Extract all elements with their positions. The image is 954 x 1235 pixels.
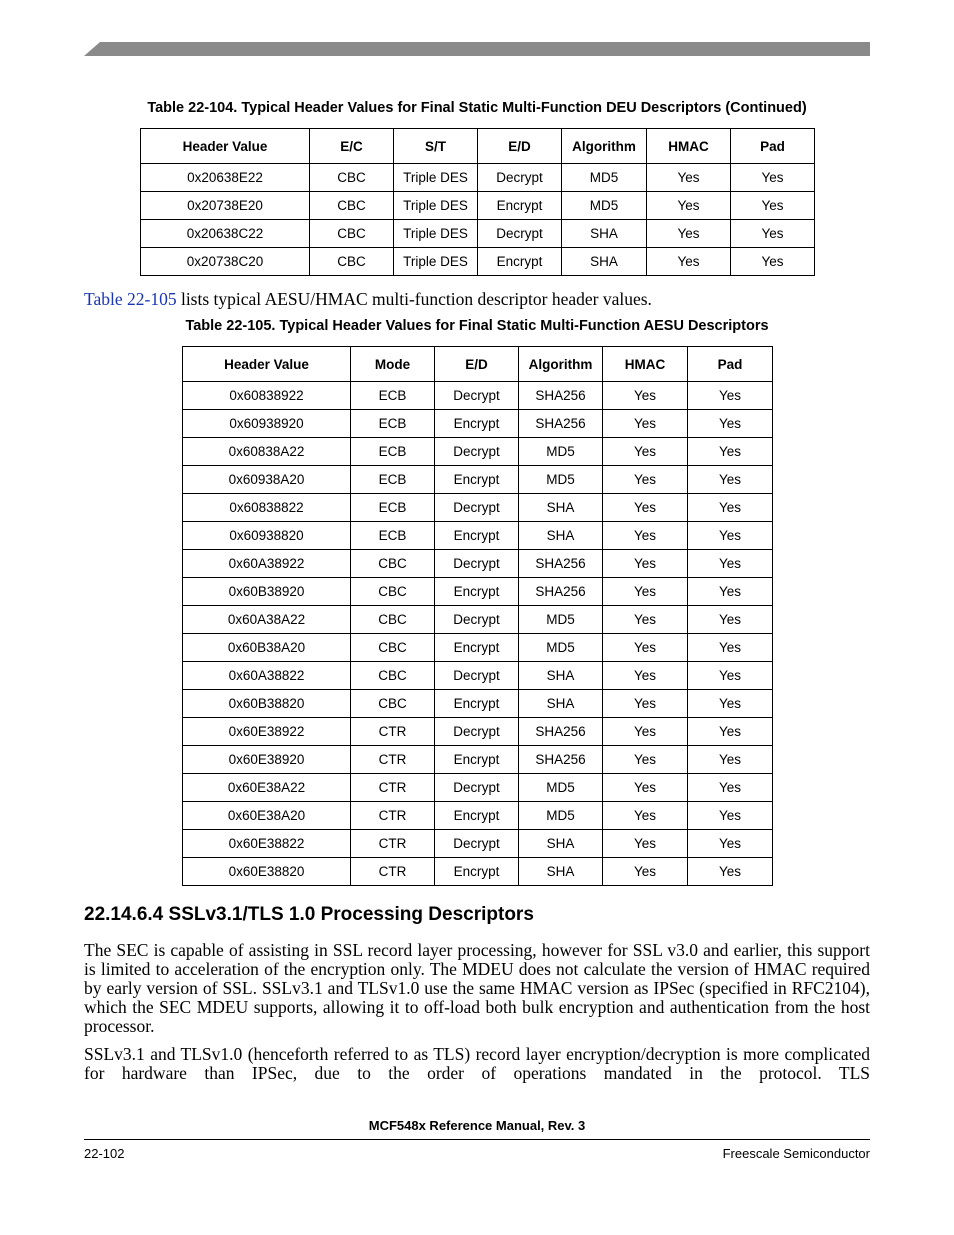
table-cell: ECB [351, 494, 435, 522]
table-row [183, 494, 773, 522]
table-row [183, 578, 773, 606]
column-header: HMAC [603, 347, 688, 382]
table-row [141, 220, 815, 248]
table-cell: Yes [688, 662, 773, 690]
table-cell: Yes [688, 802, 773, 830]
table-row [183, 662, 773, 690]
column-header: Header Value [183, 347, 351, 382]
column-header: Header Value [141, 129, 310, 164]
table-cell: 0x60E38820 [183, 858, 351, 886]
table-cell: SHA256 [519, 718, 603, 746]
intro-text: lists typical AESU/HMAC multi-function descriptor header values. [176, 289, 652, 309]
table-cell: CTR [351, 718, 435, 746]
table-cell: Yes [647, 192, 731, 220]
table-cell: 0x20638C22 [141, 220, 310, 248]
table-row [183, 382, 773, 410]
table-cell: Yes [688, 494, 773, 522]
table-cell: 0x60E38A22 [183, 774, 351, 802]
table-cell: CBC [310, 248, 394, 276]
table-cell: Decrypt [478, 220, 562, 248]
table-cell: Encrypt [478, 192, 562, 220]
table-cell: Encrypt [435, 578, 519, 606]
table-cell: ECB [351, 410, 435, 438]
table-cell: ECB [351, 466, 435, 494]
table-cell: CBC [310, 164, 394, 192]
table-cell: Yes [647, 248, 731, 276]
table-104-caption: Table 22-104. Typical Header Values for Final Static Multi-Function DEU Descriptors (Continued) [147, 100, 807, 116]
table-row [183, 858, 773, 886]
table-cell: 0x60938820 [183, 522, 351, 550]
table-cell: Encrypt [435, 522, 519, 550]
table-cell: Yes [688, 830, 773, 858]
table-cell: Yes [688, 466, 773, 494]
table-row [183, 522, 773, 550]
table-cell: 0x60E38920 [183, 746, 351, 774]
table-row [183, 466, 773, 494]
table-cell: MD5 [519, 634, 603, 662]
table-cell: Yes [603, 802, 688, 830]
table-cell: Yes [603, 774, 688, 802]
column-header: Algorithm [519, 347, 603, 382]
table-cell: Yes [688, 550, 773, 578]
table-cell: CBC [351, 634, 435, 662]
column-header: Mode [351, 347, 435, 382]
table-cell: Decrypt [435, 494, 519, 522]
table-cell: Encrypt [435, 634, 519, 662]
table-cell: Decrypt [478, 164, 562, 192]
table-cell: MD5 [562, 192, 647, 220]
table-row [141, 192, 815, 220]
table-cell: Yes [603, 690, 688, 718]
table-cell: Yes [603, 494, 688, 522]
table-cell: Yes [688, 606, 773, 634]
column-header: Algorithm [562, 129, 647, 164]
table-cell: SHA256 [519, 578, 603, 606]
table-cell: MD5 [519, 438, 603, 466]
table-cell: Yes [688, 634, 773, 662]
table-104 [140, 128, 815, 276]
footer-page-number: 22-102 [84, 1146, 125, 1161]
table-cell: 0x60A38A22 [183, 606, 351, 634]
table-cell: Yes [688, 746, 773, 774]
table-cell: SHA [519, 662, 603, 690]
column-header: E/D [478, 129, 562, 164]
table-cell: SHA [519, 858, 603, 886]
table-cell: Yes [603, 606, 688, 634]
table-cell: Decrypt [435, 606, 519, 634]
table-cell: 0x60838922 [183, 382, 351, 410]
table-cell: Yes [688, 690, 773, 718]
table-cell: Triple DES [394, 192, 478, 220]
table-cell: Yes [688, 438, 773, 466]
table-cell: CTR [351, 830, 435, 858]
table-105 [182, 346, 773, 886]
table-cell: Yes [647, 164, 731, 192]
table-cell: Yes [603, 718, 688, 746]
table-row [183, 634, 773, 662]
table-cell: Yes [603, 634, 688, 662]
table-cell: SHA256 [519, 410, 603, 438]
table-cell: SHA [519, 690, 603, 718]
table-cell: Yes [603, 522, 688, 550]
table-cell: 0x60E38922 [183, 718, 351, 746]
table-cell: ECB [351, 522, 435, 550]
section-heading: 22.14.6.4 SSLv3.1/TLS 1.0 Processing Descriptors [84, 904, 534, 925]
table-cell: 0x20738C20 [141, 248, 310, 276]
table-cell: MD5 [562, 164, 647, 192]
table-cell: 0x60E38A20 [183, 802, 351, 830]
table-cell: 0x60B38920 [183, 578, 351, 606]
table-cell: Decrypt [435, 718, 519, 746]
footer-company: Freescale Semiconductor [722, 1146, 870, 1161]
section-paragraph-1: The SEC is capable of assisting in SSL record layer processing, however for SSL v3.0 and earlier, this support is limited to acceleration of the encryption only. The MDEU does not calculate the version of HMAC required by early version of SSL. SSLv3.1 and TLSv1.0 use the same HMAC version as IPSec (specified in RFC2104), which the SEC MDEU supports, allowing it to off-load both bulk encryption and authentication from the host processor. [84, 940, 870, 1036]
table-cell: MD5 [519, 774, 603, 802]
table-cell: ECB [351, 438, 435, 466]
footer-divider [84, 1139, 870, 1140]
table-row [183, 746, 773, 774]
table-cell: Yes [688, 522, 773, 550]
column-header: E/C [310, 129, 394, 164]
table-cell: Encrypt [478, 248, 562, 276]
table-cell: CBC [310, 192, 394, 220]
table-cell: 0x60838822 [183, 494, 351, 522]
table-cell: MD5 [519, 466, 603, 494]
table-row [183, 774, 773, 802]
table-cell: Yes [603, 746, 688, 774]
table-row [183, 550, 773, 578]
table-cell: Encrypt [435, 466, 519, 494]
table-cell: Decrypt [435, 830, 519, 858]
table-cell: Encrypt [435, 802, 519, 830]
table-cell: CTR [351, 774, 435, 802]
table-row [141, 164, 815, 192]
table-cell: Yes [688, 858, 773, 886]
table-105-link[interactable]: Table 22-105 [84, 289, 177, 309]
table-cell: SHA [562, 248, 647, 276]
table-cell: 0x20638E22 [141, 164, 310, 192]
table-cell: Yes [603, 858, 688, 886]
table-row [183, 830, 773, 858]
table-cell: SHA256 [519, 746, 603, 774]
table-cell: 0x60938920 [183, 410, 351, 438]
table-105-header-row [183, 347, 773, 382]
table-cell: Yes [731, 248, 815, 276]
table-cell: SHA256 [519, 550, 603, 578]
table-cell: 0x20738E20 [141, 192, 310, 220]
table-cell: Yes [647, 220, 731, 248]
table-cell: Triple DES [394, 220, 478, 248]
table-cell: 0x60A38822 [183, 662, 351, 690]
column-header: E/D [435, 347, 519, 382]
table-cell: Encrypt [435, 410, 519, 438]
table-cell: 0x60838A22 [183, 438, 351, 466]
table-cell: SHA [519, 830, 603, 858]
table-cell: Encrypt [435, 746, 519, 774]
table-cell: Triple DES [394, 164, 478, 192]
table-cell: SHA [519, 494, 603, 522]
table-cell: ECB [351, 382, 435, 410]
table-cell: 0x60B38820 [183, 690, 351, 718]
table-cell: Yes [603, 438, 688, 466]
table-cell: Yes [603, 382, 688, 410]
table-cell: CBC [351, 578, 435, 606]
column-header: S/T [394, 129, 478, 164]
table-cell: CBC [351, 662, 435, 690]
table-cell: Yes [603, 830, 688, 858]
column-header: HMAC [647, 129, 731, 164]
column-header: Pad [731, 129, 815, 164]
table-cell: Encrypt [435, 690, 519, 718]
column-header: Pad [688, 347, 773, 382]
table-row [141, 248, 815, 276]
table-cell: Yes [603, 662, 688, 690]
table-cell: Decrypt [435, 662, 519, 690]
table-cell: Yes [731, 192, 815, 220]
table-cell: Decrypt [435, 438, 519, 466]
table-cell: Decrypt [435, 382, 519, 410]
table-cell: Yes [603, 466, 688, 494]
footer-title: MCF548x Reference Manual, Rev. 3 [368, 1118, 586, 1133]
table-cell: SHA [562, 220, 647, 248]
table-cell: Yes [603, 578, 688, 606]
table-cell: CTR [351, 858, 435, 886]
table-104-header-row [141, 129, 815, 164]
table-105-caption: Table 22-105. Typical Header Values for Final Static Multi-Function AESU Descriptors [185, 318, 769, 334]
intro-paragraph [84, 290, 870, 309]
table-cell: MD5 [519, 606, 603, 634]
header-banner [84, 42, 870, 56]
table-cell: Yes [688, 578, 773, 606]
table-cell: CBC [351, 606, 435, 634]
table-cell: CTR [351, 746, 435, 774]
table-cell: CBC [351, 690, 435, 718]
table-row [183, 410, 773, 438]
table-cell: Yes [603, 410, 688, 438]
table-cell: Yes [688, 718, 773, 746]
table-cell: Encrypt [435, 858, 519, 886]
table-cell: 0x60B38A20 [183, 634, 351, 662]
table-cell: Yes [731, 164, 815, 192]
table-cell: Yes [688, 382, 773, 410]
table-row [183, 606, 773, 634]
table-row [183, 438, 773, 466]
table-row [183, 690, 773, 718]
table-row [183, 802, 773, 830]
table-cell: SHA [519, 522, 603, 550]
table-row [183, 718, 773, 746]
table-cell: Decrypt [435, 550, 519, 578]
section-paragraph-2: SSLv3.1 and TLSv1.0 (henceforth referred to as TLS) record layer encryption/decryption is more complicated for hardware than IPSec, due to the order of operations mandated in the protocol. TLS [84, 1044, 870, 1083]
table-cell: Yes [603, 550, 688, 578]
table-cell: 0x60E38822 [183, 830, 351, 858]
table-cell: 0x60A38922 [183, 550, 351, 578]
table-cell: Yes [688, 774, 773, 802]
table-cell: 0x60938A20 [183, 466, 351, 494]
table-cell: Decrypt [435, 774, 519, 802]
table-cell: CBC [351, 550, 435, 578]
table-cell: Yes [731, 220, 815, 248]
table-cell: Yes [688, 410, 773, 438]
table-cell: CTR [351, 802, 435, 830]
table-cell: CBC [310, 220, 394, 248]
table-cell: Triple DES [394, 248, 478, 276]
table-cell: MD5 [519, 802, 603, 830]
table-cell: SHA256 [519, 382, 603, 410]
